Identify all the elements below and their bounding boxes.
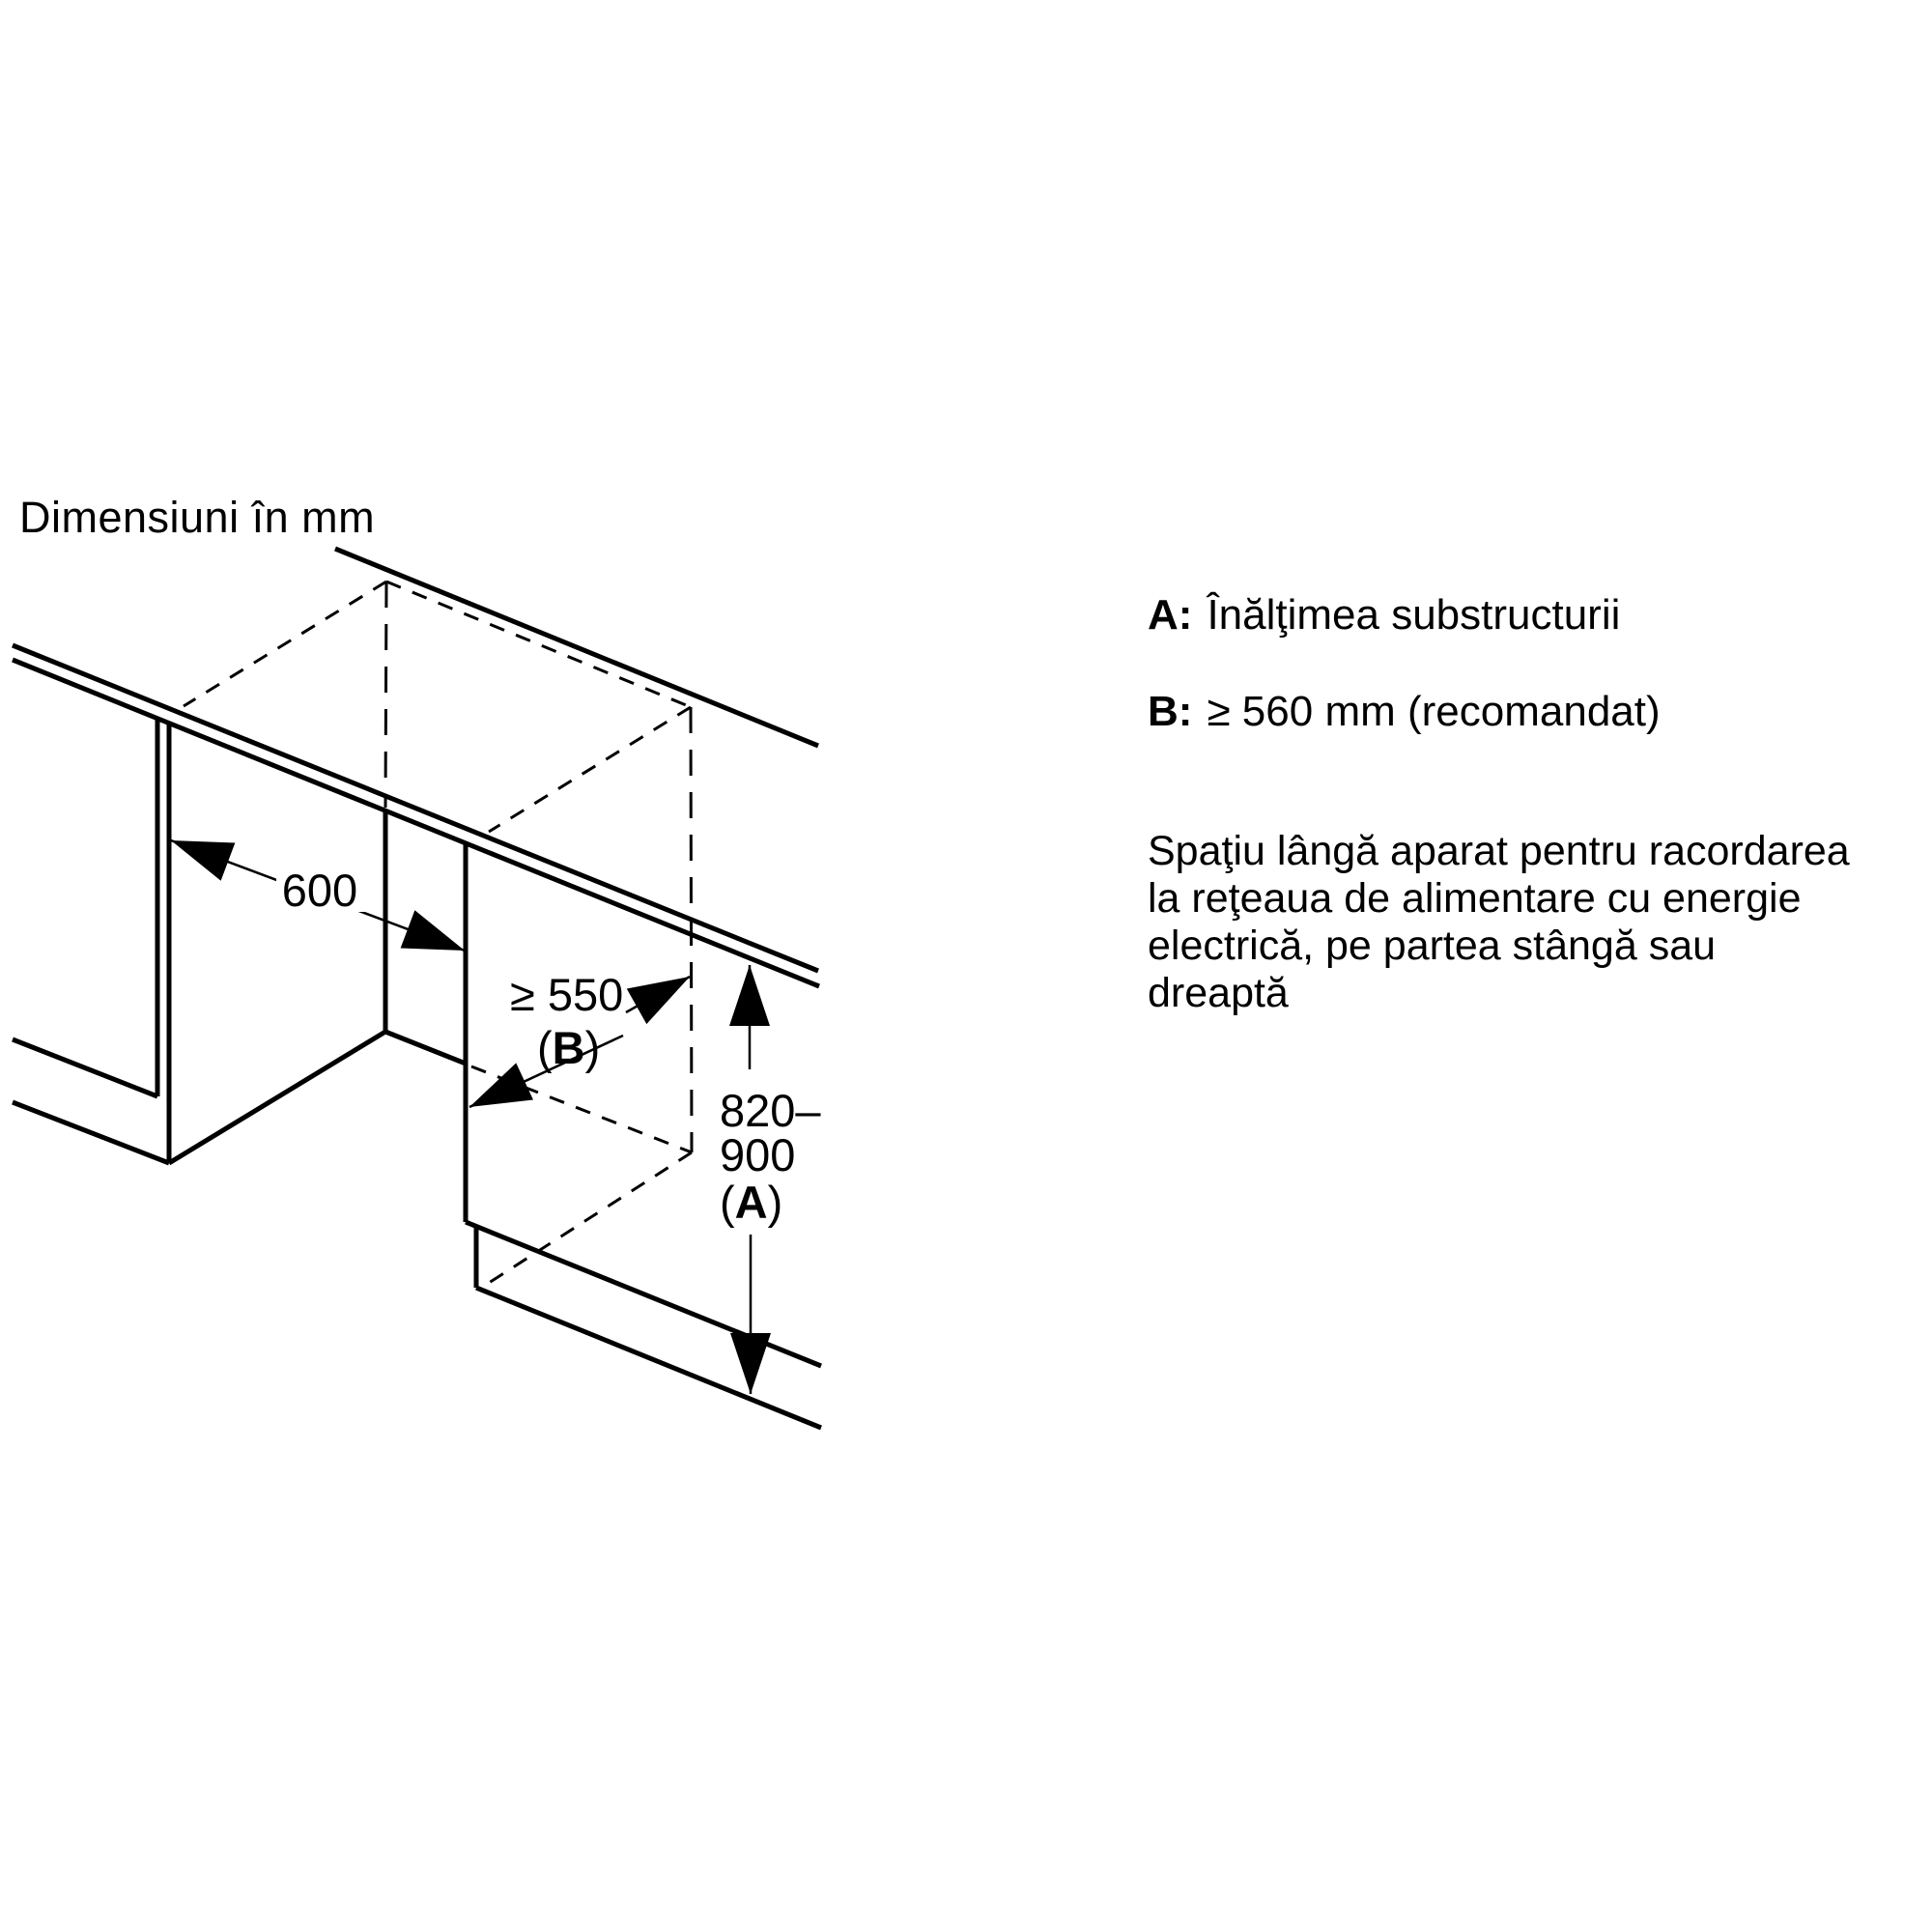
height-dimension-label-bottom: 900 (720, 1129, 796, 1180)
depth-ref-open: ( (537, 1022, 553, 1073)
floor-left-top-line (13, 1039, 157, 1096)
note-line: la reţeaua de alimentare cu energie (1148, 875, 1802, 922)
depth-ref-label (537, 1022, 600, 1073)
depth-dimension-arrow-upper (626, 977, 690, 1012)
niche-top-left-edge-dashed (184, 582, 386, 706)
legend-text-b: ≥ 560 mm (recomandat) (1207, 688, 1661, 735)
niche-dashed-outline (184, 582, 692, 1285)
niche-bottom-back-edge-dashed (471, 1066, 692, 1152)
depth-ref-letter: B (552, 1022, 585, 1073)
niche-top-back-edge-dashed (386, 582, 691, 707)
counter-and-cabinet-lines (13, 549, 819, 1222)
niche-front-right-vertical-dashed (691, 707, 692, 1152)
height-ref-close: ) (767, 1177, 783, 1228)
note-line: dreaptă (1148, 970, 1289, 1016)
width-dimension-label: 600 (281, 865, 358, 916)
legend-label-a: A: (1148, 591, 1193, 639)
legend-label-b: B: (1148, 688, 1193, 735)
legend-text-a: Înălţimea substructurii (1207, 591, 1621, 639)
depth-ref-close: ) (584, 1022, 601, 1073)
niche-top-right-edge-dashed (489, 707, 691, 832)
legend-item-b (1148, 688, 1661, 736)
page-title: Dimensiuni în mm (19, 493, 376, 542)
niche-left-wall-bottom-edge-line (169, 1032, 385, 1163)
niche-back-left-vertical-dashed (385, 582, 386, 808)
height-ref-letter: A (734, 1177, 768, 1228)
floor-lines (13, 1039, 821, 1428)
floor-right-top-line (466, 1222, 821, 1366)
height-ref-open: ( (720, 1177, 735, 1228)
counter-front-edge-bottom-line (13, 660, 819, 986)
height-ref-label (720, 1177, 782, 1228)
floor-left-bottom-line (13, 1102, 169, 1163)
height-dimension-label-top: 820– (720, 1085, 821, 1136)
installation-note (1148, 828, 1850, 1017)
floor-right-bottom-line (476, 1288, 821, 1428)
niche-floor-back-edge-line (385, 1032, 466, 1064)
note-line: Spaţiu lângă aparat pentru racordarea (1148, 828, 1850, 874)
legend-item-a (1148, 591, 1620, 639)
depth-dimension-label: ≥ 550 (510, 969, 624, 1020)
niche-bottom-front-edge-dashed (486, 1152, 692, 1285)
note-line: electrică, pe partea stângă sau (1148, 923, 1717, 969)
counter-back-edge-line (335, 549, 818, 746)
